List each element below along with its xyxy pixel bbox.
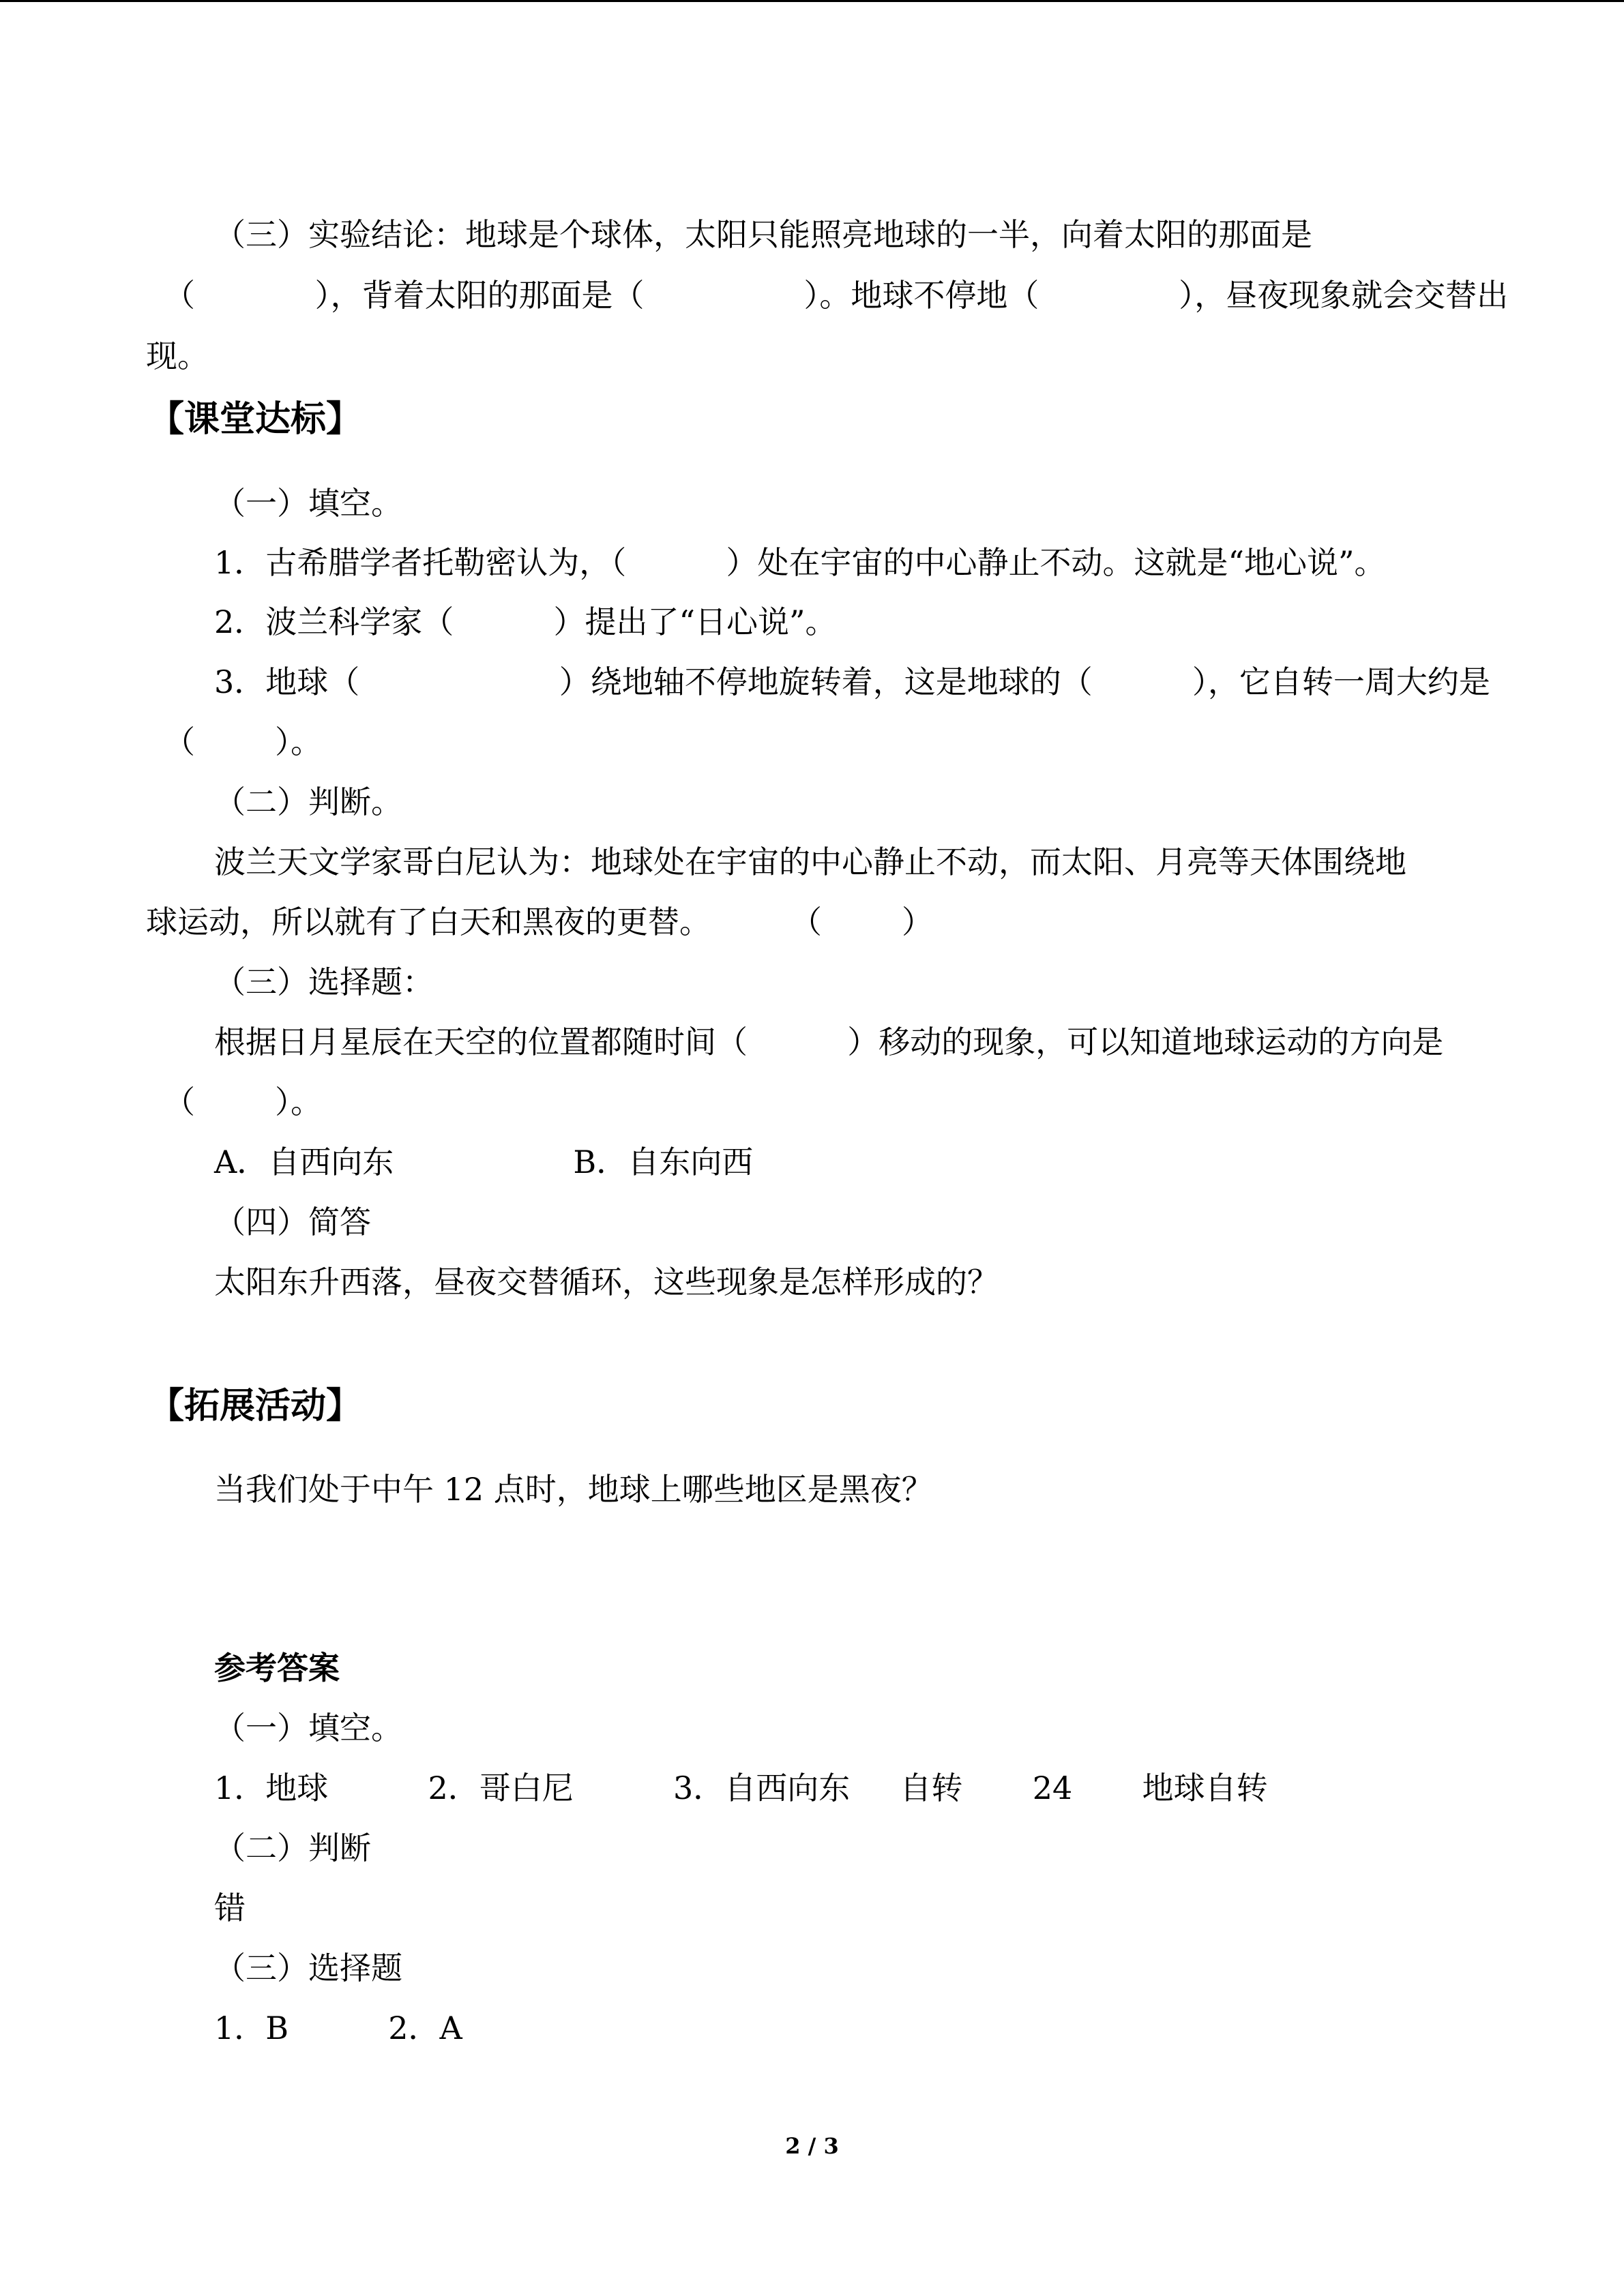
fill-question-1: 1．古希腊学者托勒密认为，（ ）处在宇宙的中心静止不动。这就是“地心说”。: [214, 544, 1386, 581]
conclusion-line-3: 现。: [146, 338, 209, 374]
fill-section-title: （一）填空。: [214, 485, 402, 522]
top-border: [0, 0, 1624, 2]
answers-fill-title: （一）填空。: [214, 1710, 402, 1746]
judge-line-2: 球运动，所以就有了白天和黑夜的更替。 （ ）: [146, 904, 933, 940]
judge-section-title: （二）判断。: [214, 784, 402, 820]
page-number: 2 / 3: [785, 2133, 839, 2159]
conclusion-line-2: （ ），背着太阳的那面是（ ）。地球不停地（ ），昼夜现象就会交替出: [164, 277, 1509, 314]
answers-choice: 1．B 2．A: [214, 2010, 462, 2046]
short-answer-question: 太阳东升西落，昼夜交替循环，这些现象是怎样形成的？: [214, 1264, 999, 1300]
conclusion-line-1: （三）实验结论：地球是个球体，太阳只能照亮地球的一半，向着太阳的那面是: [214, 216, 1312, 253]
fill-question-3-line-2: （ ）。: [164, 724, 322, 760]
answers-choice-title: （三）选择题: [214, 1950, 402, 1986]
extension-heading: 【拓展活动】: [149, 1386, 362, 1427]
choice-section-title: （三）选择题：: [214, 964, 434, 1000]
fill-question-3-line-1: 3．地球（ ）绕地轴不停地旋转着，这是地球的（ ），它自转一周大约是: [214, 664, 1490, 700]
judge-line-1: 波兰天文学家哥白尼认为：地球处在宇宙的中心静止不动，而太阳、月亮等天体围绕地: [214, 844, 1406, 880]
short-answer-title: （四）简答: [214, 1204, 371, 1240]
answers-heading: 参考答案: [214, 1650, 340, 1686]
choice-line-2: （ ）。: [164, 1084, 322, 1120]
answers-judge: 错: [214, 1890, 246, 1926]
answers-judge-title: （二）判断: [214, 1830, 371, 1866]
class-practice-heading: 【课堂达标】: [149, 399, 362, 440]
answers-fill: 1．地球 2．哥白尼 3．自西向东 自转 24 地球自转: [214, 1770, 1268, 1806]
fill-question-2: 2．波兰科学家（ ）提出了“日心说”。: [214, 603, 837, 640]
choice-options: A．自西向东 B．自东向西: [214, 1144, 754, 1180]
extension-question: 当我们处于中午 12 点时，地球上哪些地区是黑夜？: [214, 1471, 933, 1508]
choice-line-1: 根据日月星辰在天空的位置都随时间（ ）移动的现象，可以知道地球运动的方向是: [214, 1024, 1444, 1060]
